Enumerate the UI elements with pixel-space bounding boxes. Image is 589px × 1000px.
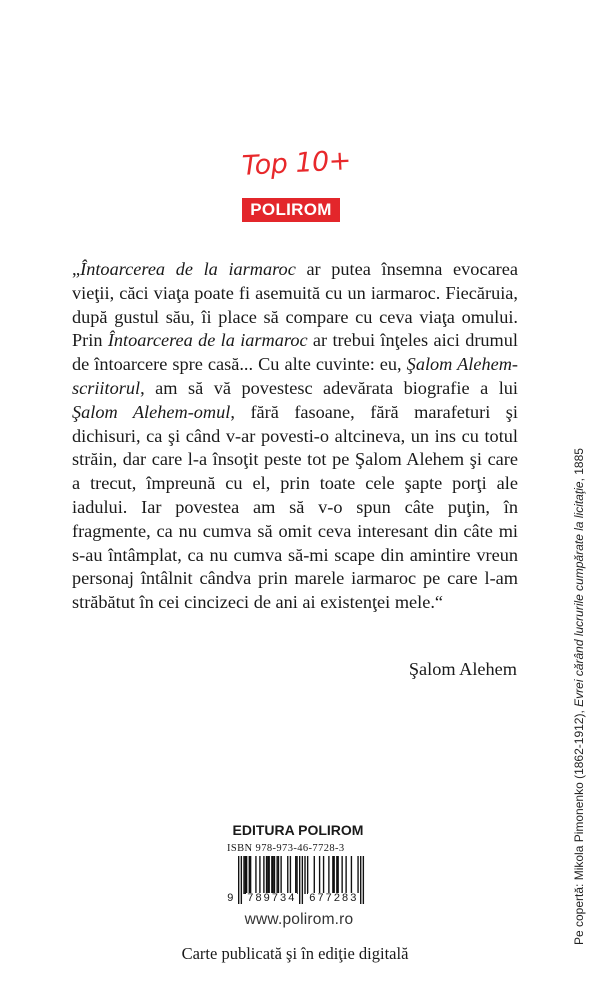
barcode-bar (274, 856, 275, 894)
cover-credit-prefix: Pe copertă: Mikola Pimonenko (1862-1912), (572, 706, 586, 945)
barcode-bar (307, 856, 308, 894)
publisher-badge: POLIROM (242, 198, 340, 222)
barcode-bar (341, 856, 342, 894)
barcode-bar (272, 856, 273, 894)
barcode-bar (278, 856, 279, 894)
cover-credit (572, 448, 586, 945)
barcode-bar (267, 856, 268, 894)
barcode-bar (246, 856, 247, 894)
barcode-bar (304, 856, 305, 894)
barcode-bar (314, 856, 315, 894)
blurb-run: ar putea însemna evocarea vieţii, căci viaţa poate fi asemuită cu un iarmaroc. Fiecăruia, după gustul său, îi place să compare cu ceva viaţa omului. Prin (72, 259, 518, 351)
barcode-bar (337, 856, 338, 894)
isbn-label: ISBN 978-973-46-7728-3 (227, 843, 345, 854)
blurb-italic-run: Întoarcerea de la iarmaroc (107, 330, 308, 351)
blurb-italic-run: Şalom Alehem-scriitorul (72, 354, 518, 398)
series-logo: Top 10+ (241, 145, 352, 182)
barcode-bar (357, 856, 358, 894)
blurb-author: Şalom Alehem (408, 659, 517, 679)
barcode-bar (332, 856, 333, 894)
barcode-bar (336, 856, 337, 894)
barcode-bar (295, 856, 296, 894)
barcode-bar (280, 856, 281, 894)
website-link[interactable]: www.polirom.ro (244, 911, 354, 928)
barcode-bar (287, 856, 288, 894)
barcode-bar (333, 856, 334, 894)
barcode-bar (249, 856, 250, 894)
barcode-bar (245, 856, 246, 894)
blurb-run: , fără fasoane, fără marafeturi şi dichisuri, ca şi când v-ar povesti-o altcineva, un ins cu totul străin, dar care l-a însoţit peste tot pe Şalom Alehem şi care a trecut, împreună cu el, prin toate cele şapte porţi ale iadului. Iar povestea am să v-o spun câte puţin, în fragmente, ca nu cumva să omit ceva interesant din câte mi s-au întâmplat, ca nu cumva să-mi scape din amintire vreun personaj întâlnit cândva prin marele iarmaroc pe care l-am străbătut în cei cincizeci de ani ai existenţei mele.“ (72, 401, 518, 613)
blurb-paragraph (72, 258, 518, 615)
imprint-name: EDITURA POLIROM (232, 822, 364, 838)
blurb-run: ar trebui înţeles aici drumul de întoarcere spre casă... Cu alte cuvinte: eu, (72, 330, 518, 375)
barcode-bar (319, 856, 320, 894)
barcode-bar (269, 856, 270, 894)
barcode-bar (345, 856, 346, 894)
blurb-italic-run: Şalom Alehem-omul (72, 401, 231, 422)
barcode-bar (243, 856, 244, 894)
barcode-bar (263, 856, 264, 894)
barcode-bar (296, 856, 297, 894)
cover-credit-title: Evrei cărând lucrurile cumpărate la licitaţie (572, 481, 586, 707)
barcode-bar (266, 856, 267, 894)
barcode-digit-group: 9 (227, 893, 234, 905)
blurb-text (72, 258, 518, 615)
barcode-digit-group: 677283 (309, 893, 359, 905)
barcode-bar (290, 856, 291, 894)
barcode-bar (351, 856, 352, 894)
barcode-bar (259, 856, 260, 894)
blurb-italic-run: Întoarcerea de la iarmaroc (80, 259, 296, 279)
barcode-bar (250, 856, 251, 894)
barcode-bar (255, 856, 256, 894)
digital-edition-note: Carte publicată şi în ediţie digitală (181, 944, 409, 963)
barcode-bar (276, 856, 277, 894)
barcode-digits (226, 893, 368, 905)
cover-credit-suffix: , 1885 (572, 448, 586, 482)
blurb-run: „ (72, 259, 81, 279)
barcode-digit-group: 789734 (247, 893, 297, 905)
barcode-bar (328, 856, 329, 894)
blurb-run: , am să vă povestesc adevărata biografie a lui (140, 377, 518, 398)
barcode-bar (323, 856, 324, 894)
barcode-bar (271, 856, 272, 894)
